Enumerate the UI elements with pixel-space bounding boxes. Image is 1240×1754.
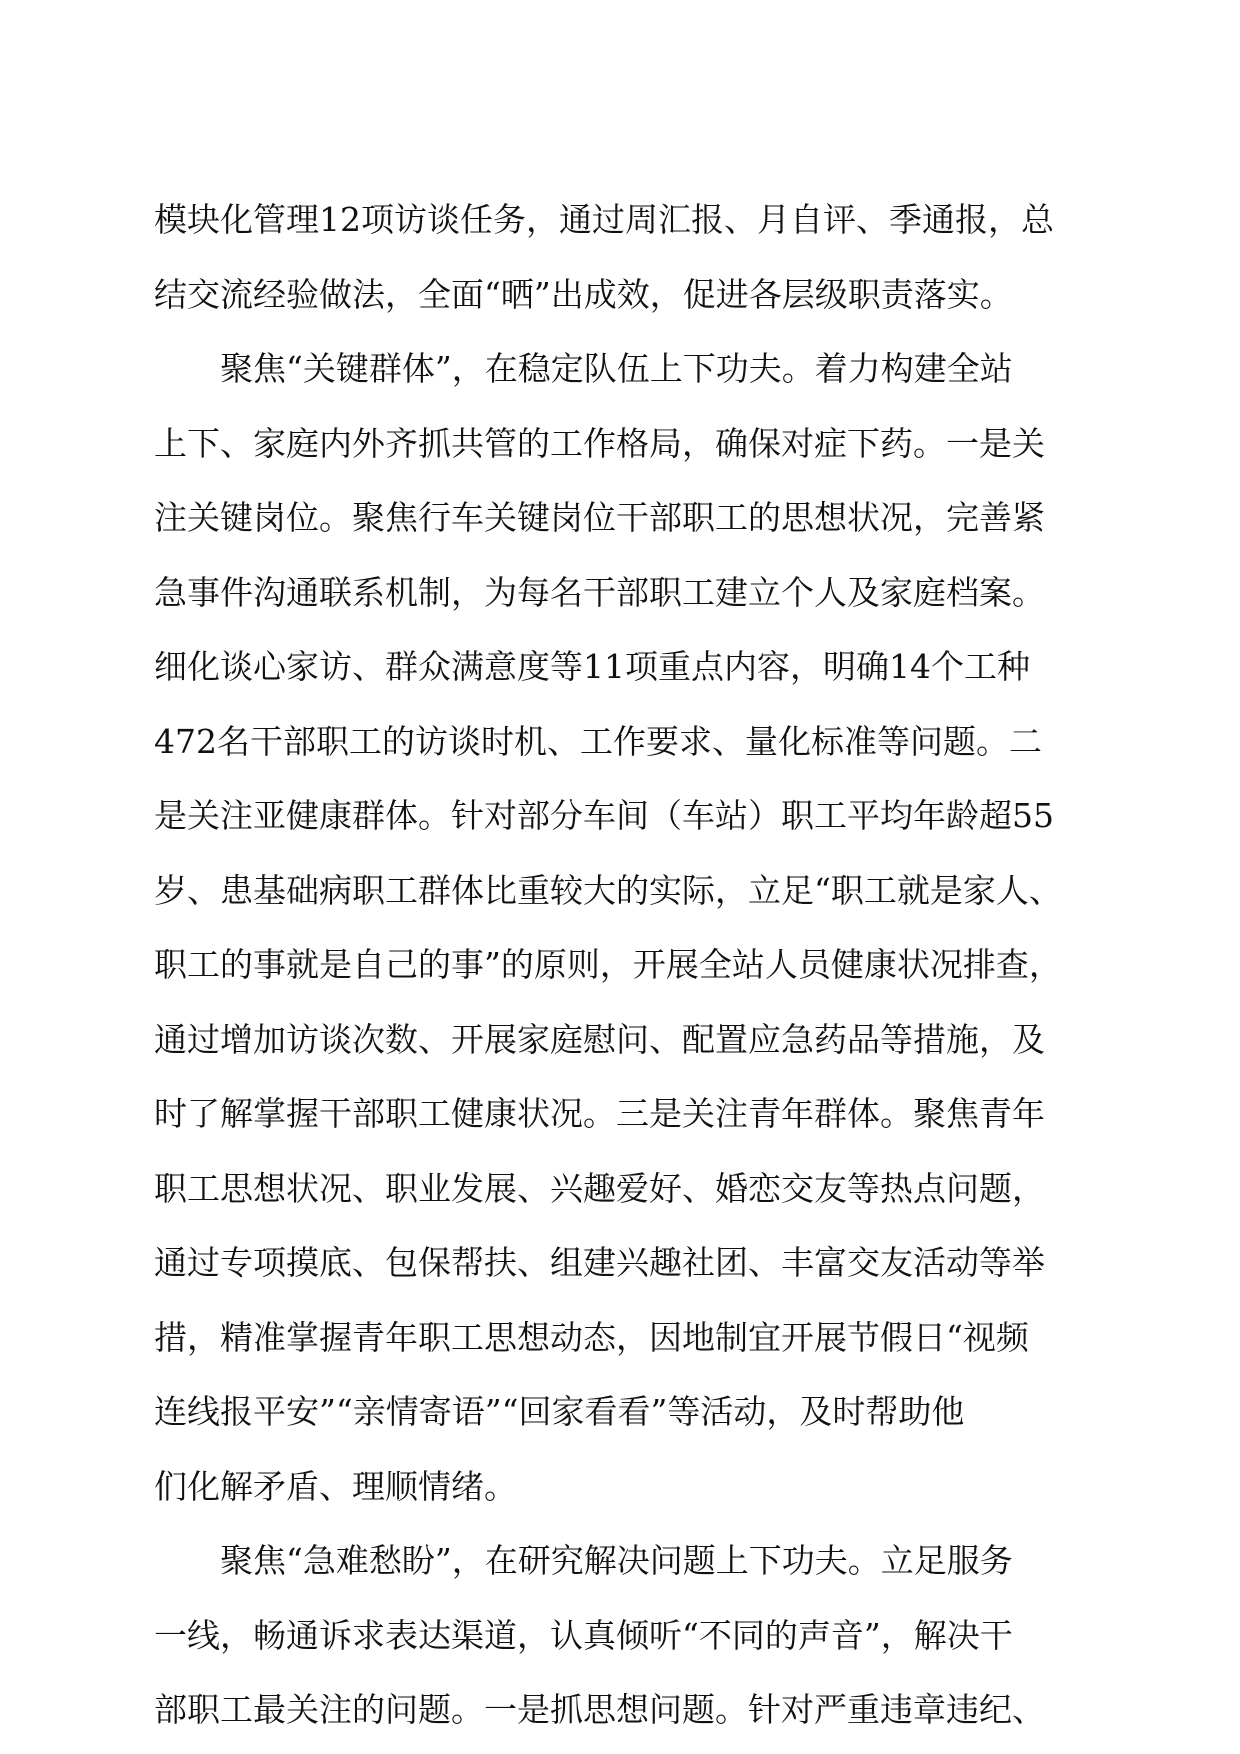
text-line: 通过增加访谈次数、开展家庭慰问、配置应急药品等措施，及 [154,1019,1045,1059]
text-line: 们化解矛盾、理顺情绪。 [154,1466,517,1506]
text-line: 连线报平安”“亲情寄语”“回家看看”等活动，及时帮助他 [154,1392,965,1431]
text-line: 职工思想状况、职业发展、兴趣爱好、婚恋交友等热点问题， [154,1168,1045,1208]
paragraph-start-line: 聚焦“急难愁盼”，在研究解决问题上下功夫。立足服务 [220,1541,1013,1580]
text-line: 时了解掌握干部职工健康状况。三是关注青年群体。聚焦青年 [154,1094,1045,1133]
text-line: 职工的事就是自己的事”的原则，开展全站人员健康状况排查， [154,945,1062,984]
text-line: 急事件沟通联系机制，为每名干部职工建立个人及家庭档案。 [154,572,1045,612]
text-line: 一线，畅通诉求表达渠道，认真倾听“不同的声音”，解决干 [154,1615,1013,1655]
body-text [154,183,1084,1748]
text-line: 通过专项摸底、包保帮扶、组建兴趣社团、丰富交友活动等举 [154,1243,1045,1282]
text-line: 岁、患基础病职工群体比重较大的实际，立足“职工就是家人、 [154,870,1062,910]
text-line: 是关注亚健康群体。针对部分车间（车站）职工平均年龄超55 [154,796,1054,835]
text-line: 上下、家庭内外齐抓共管的工作格局，确保对症下药。一是关 [154,423,1045,463]
paragraph-start-line: 聚焦“关键群体”，在稳定队伍上下功夫。着力构建全站 [220,349,1013,388]
text-line: 细化谈心家访、群众满意度等11项重点内容，明确14个工种 [154,647,1030,686]
text-line: 结交流经验做法，全面“晒”出成效，促进各层级职责落实。 [154,274,1013,314]
text-line: 部职工最关注的问题。一是抓思想问题。针对严重违章违纪、 [154,1690,1045,1729]
text-line: 注关键岗位。聚焦行车关键岗位干部职工的思想状况，完善紧 [154,498,1045,537]
text-line: 472名干部职工的访谈时机、工作要求、量化标准等问题。二 [154,721,1042,761]
text-line: 措，精准掌握青年职工思想动态，因地制宜开展节假日“视频 [154,1317,1029,1357]
text-line: 模块化管理12项访谈任务，通过周汇报、月自评、季通报，总 [154,200,1054,239]
